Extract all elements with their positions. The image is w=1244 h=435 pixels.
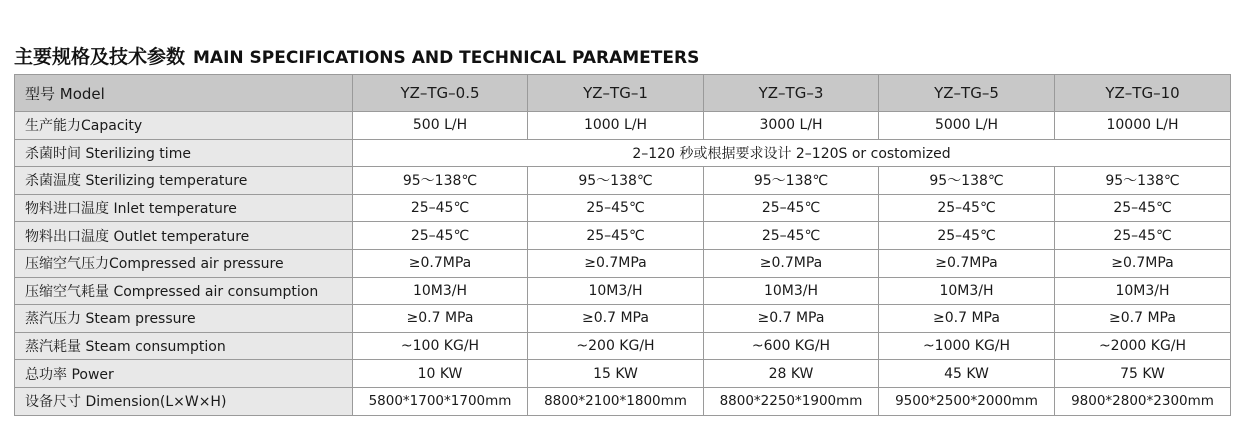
- merged-cell: 2–120 秒或根据要求设计 2–120S or costomized: [353, 139, 1231, 167]
- table-cell: ≥0.7MPa: [353, 249, 528, 277]
- row-label: 总功率 Power: [15, 360, 353, 388]
- table-cell: 10M3/H: [353, 277, 528, 305]
- table-row: [15, 332, 1231, 360]
- table-cell: 9800*2800*2300mm: [1055, 387, 1231, 415]
- table-cell: ≥0.7 MPa: [353, 305, 528, 333]
- table-row: [15, 387, 1231, 415]
- table-cell: ~2000 KG/H: [1055, 332, 1231, 360]
- table-cell: 25–45℃: [528, 222, 704, 250]
- table-row: [15, 112, 1231, 140]
- model-header-label: 型号 Model: [15, 75, 353, 112]
- table-cell: ≥0.7MPa: [879, 249, 1055, 277]
- table-cell: ~600 KG/H: [704, 332, 879, 360]
- model-header-cell: YZ–TG–10: [1055, 75, 1231, 112]
- table-cell: 28 KW: [704, 360, 879, 388]
- row-label: 杀菌时间 Sterilizing time: [15, 139, 353, 167]
- table-cell: ≥0.7 MPa: [1055, 305, 1231, 333]
- row-label: 蒸汽耗量 Steam consumption: [15, 332, 353, 360]
- table-cell: ~1000 KG/H: [879, 332, 1055, 360]
- table-cell: ≥0.7MPa: [528, 249, 704, 277]
- table-cell: 1000 L/H: [528, 112, 704, 140]
- table-cell: 8800*2100*1800mm: [528, 387, 704, 415]
- row-label: 生产能力Capacity: [15, 112, 353, 140]
- model-header-cell: YZ–TG–1: [528, 75, 704, 112]
- table-cell: 95～138℃: [1055, 167, 1231, 195]
- specifications-table: [14, 74, 1231, 416]
- table-cell: 25–45℃: [879, 222, 1055, 250]
- table-cell: 10M3/H: [528, 277, 704, 305]
- table-cell: 95～138℃: [879, 167, 1055, 195]
- table-row: [15, 139, 1231, 167]
- table-row: [15, 249, 1231, 277]
- title-english: MAIN SPECIFICATIONS AND TECHNICAL PARAMETERS: [193, 48, 700, 68]
- model-header-cell: YZ–TG–0.5: [353, 75, 528, 112]
- header-row: [15, 75, 1231, 112]
- table-cell: 9500*2500*2000mm: [879, 387, 1055, 415]
- table-cell: 5800*1700*1700mm: [353, 387, 528, 415]
- table-row: [15, 167, 1231, 195]
- model-header-cell: YZ–TG–5: [879, 75, 1055, 112]
- table-cell: 95～138℃: [353, 167, 528, 195]
- table-cell: 25–45℃: [1055, 222, 1231, 250]
- table-row: [15, 222, 1231, 250]
- table-row: [15, 194, 1231, 222]
- table-cell: 25–45℃: [704, 222, 879, 250]
- table-cell: 10M3/H: [1055, 277, 1231, 305]
- table-cell: 95～138℃: [528, 167, 704, 195]
- table-cell: 25–45℃: [528, 194, 704, 222]
- table-cell: 10M3/H: [704, 277, 879, 305]
- row-label: 压缩空气耗量 Compressed air consumption: [15, 277, 353, 305]
- table-cell: 8800*2250*1900mm: [704, 387, 879, 415]
- row-label: 物料进口温度 Inlet temperature: [15, 194, 353, 222]
- row-label: 杀菌温度 Sterilizing temperature: [15, 167, 353, 195]
- model-header-cell: YZ–TG–3: [704, 75, 879, 112]
- table-cell: 10M3/H: [879, 277, 1055, 305]
- page-title: [14, 42, 699, 69]
- table-cell: ≥0.7 MPa: [528, 305, 704, 333]
- table-cell: 10 KW: [353, 360, 528, 388]
- table-cell: 25–45℃: [353, 194, 528, 222]
- table-cell: 25–45℃: [353, 222, 528, 250]
- table-cell: 75 KW: [1055, 360, 1231, 388]
- row-label: 设备尺寸 Dimension(L×W×H): [15, 387, 353, 415]
- table-cell: ~200 KG/H: [528, 332, 704, 360]
- row-label: 蒸汽压力 Steam pressure: [15, 305, 353, 333]
- table-cell: 15 KW: [528, 360, 704, 388]
- table-row: [15, 277, 1231, 305]
- table-cell: ~100 KG/H: [353, 332, 528, 360]
- table-cell: 25–45℃: [704, 194, 879, 222]
- table-cell: 5000 L/H: [879, 112, 1055, 140]
- table-cell: ≥0.7MPa: [704, 249, 879, 277]
- table-cell: 95～138℃: [704, 167, 879, 195]
- table-row: [15, 305, 1231, 333]
- table-cell: 25–45℃: [879, 194, 1055, 222]
- table-cell: 45 KW: [879, 360, 1055, 388]
- row-label: 压缩空气压力Compressed air pressure: [15, 249, 353, 277]
- row-label: 物料出口温度 Outlet temperature: [15, 222, 353, 250]
- table-cell: 25–45℃: [1055, 194, 1231, 222]
- table-cell: ≥0.7 MPa: [879, 305, 1055, 333]
- table-cell: 500 L/H: [353, 112, 528, 140]
- table-row: [15, 360, 1231, 388]
- table-cell: 10000 L/H: [1055, 112, 1231, 140]
- table-cell: ≥0.7MPa: [1055, 249, 1231, 277]
- table-cell: 3000 L/H: [704, 112, 879, 140]
- title-chinese: 主要规格及技术参数: [14, 46, 186, 68]
- table-cell: ≥0.7 MPa: [704, 305, 879, 333]
